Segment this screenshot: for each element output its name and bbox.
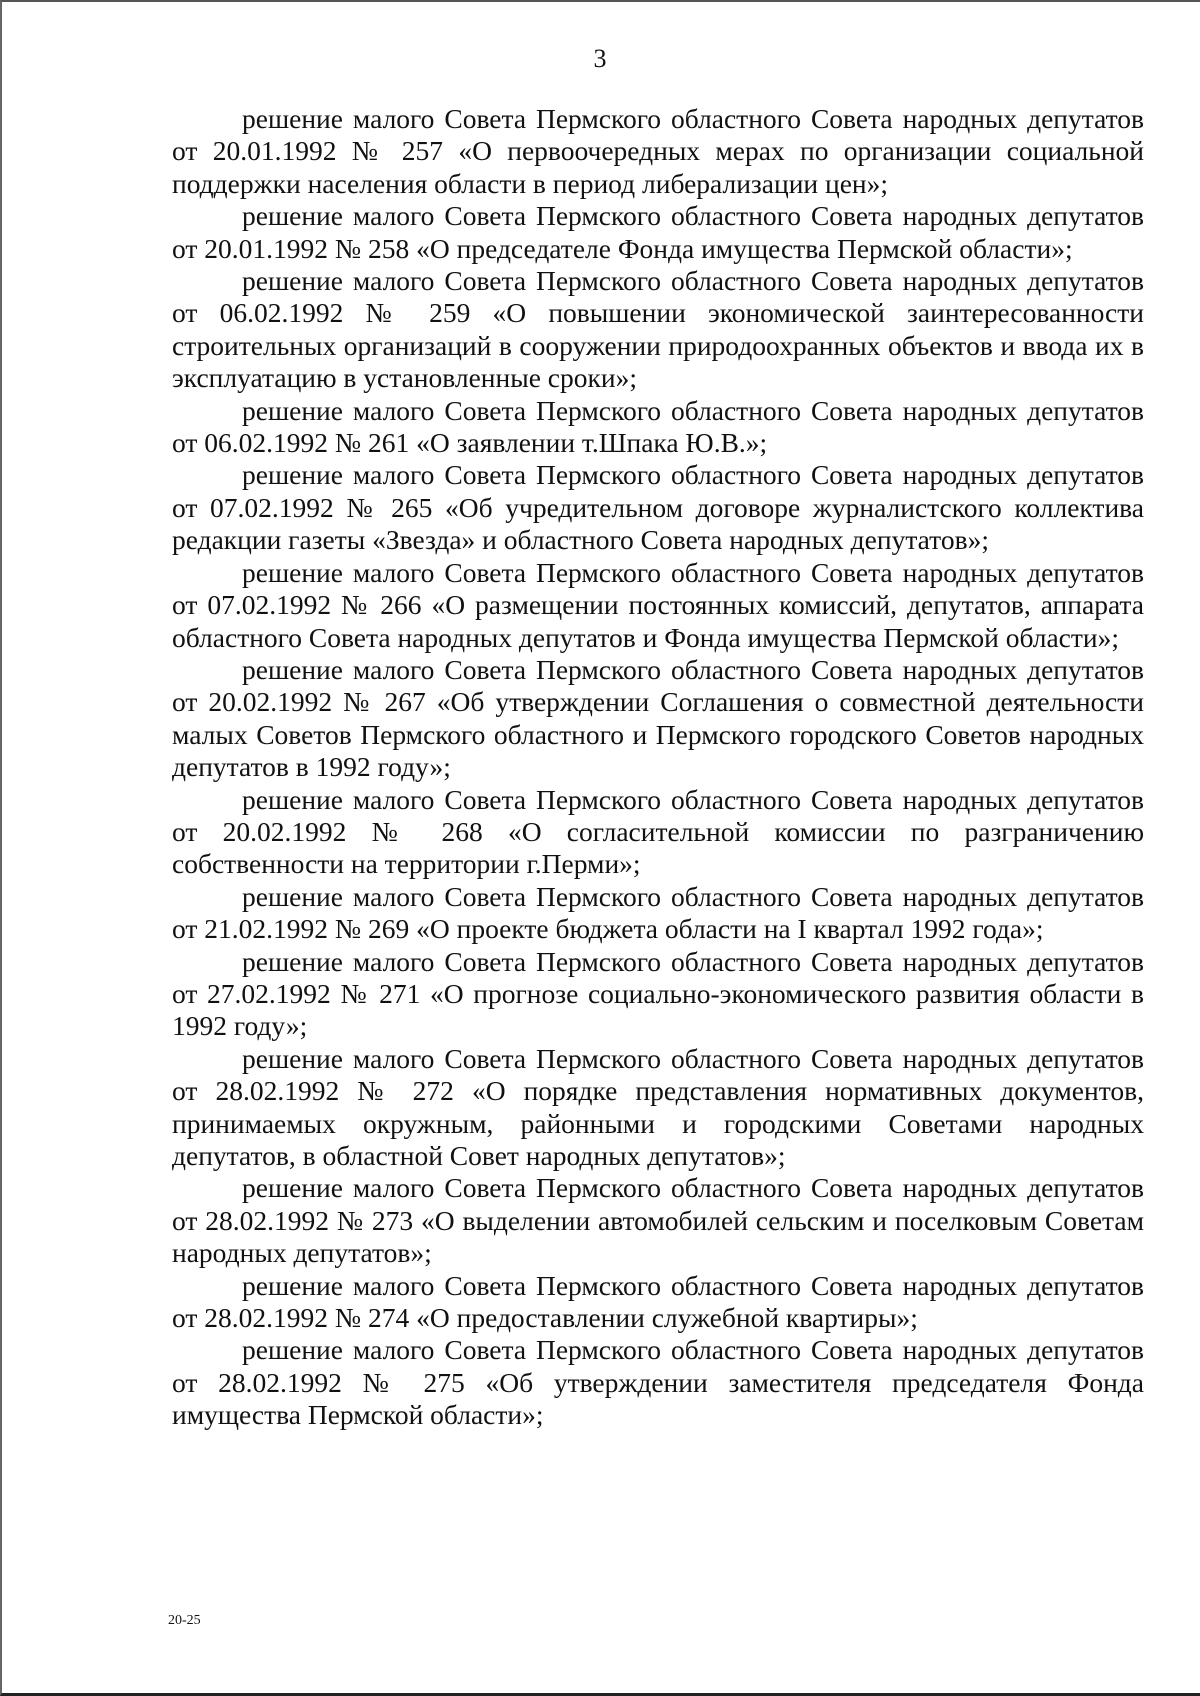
decision-paragraph: решение малого Совета Пермского областного Совета народных депутатов от 28.02.1992 № 275 «Об утверждении заместителя председателя Фонда имущества Пермской области»; [172, 1334, 1144, 1431]
decision-paragraph: решение малого Совета Пермского областного Совета народных депутатов от 06.02.1992 № 259 «О повышении экономической заинтересованности строительных организаций в сооружении природоохранных объектов и ввода их в эксплуатацию в установленные сроки»; [172, 265, 1144, 394]
footer-code: 20-25 [168, 1613, 201, 1628]
decision-paragraph: решение малого Совета Пермского областного Совета народных депутатов от 20.01.1992 № 258 «О председателе Фонда имущества Пермской области»; [172, 200, 1144, 264]
decision-paragraph: решение малого Совета Пермского областного Совета народных депутатов от 06.02.1992 № 261 «О заявлении т.Шпака Ю.В.»; [172, 394, 1144, 459]
decision-paragraph: решение малого Совета Пермского областного Совета народных депутатов от 28.02.1992 № 272 «О порядке представления нормативных документов, принимаемых окружным, районными и городскими Советами народных депутатов, в областной Совет народных депутатов»; [172, 1042, 1144, 1171]
decision-paragraph: решение малого Совета Пермского областного Совета народных депутатов от 28.02.1992 № 274 «О предоставлении служебной квартиры»; [172, 1269, 1144, 1334]
decision-paragraph: решение малого Совета Пермского областного Совета народных депутатов от 20.02.1992 № 268 «О согласительной комиссии по разграничению собственности на территории г.Перми»; [172, 783, 1144, 880]
decision-paragraph: решение малого Совета Пермского областного Совета народных депутатов от 27.02.1992 № 271 «О прогнозе социально-экономического развития области в 1992 году»; [172, 945, 1144, 1042]
decision-paragraph: решение малого Совета Пермского областного Совета народных депутатов от 21.02.1992 № 269 «О проекте бюджета области на I квартал 1992 года»; [172, 880, 1144, 945]
document-body [172, 103, 1144, 1432]
decision-paragraph: решение малого Совета Пермского областного Совета народных депутатов от 07.02.1992 № 266 «О размещении постоянных комиссий, депутатов, аппарата областного Совета народных депутатов и Фонда имущества Пермской области»; [172, 556, 1144, 653]
page-number: 3 [593, 44, 607, 73]
decision-paragraph: решение малого Совета Пермского областного Совета народных депутатов от 20.01.1992 № 257 «О первоочередных мерах по организации социальной поддержки населения области в период либерализации цен»; [172, 103, 1144, 199]
decision-paragraph: решение малого Совета Пермского областного Совета народных депутатов от 07.02.1992 № 265 «Об учредительном договоре журналистского коллектива редакции газеты «Звезда» и областного Совета народных депутатов»; [172, 459, 1144, 556]
decision-paragraph: решение малого Совета Пермского областного Совета народных депутатов от 28.02.1992 № 273 «О выделении автомобилей сельским и поселковым Советам народных депутатов»; [172, 1172, 1144, 1269]
decision-paragraph: решение малого Совета Пермского областного Совета народных депутатов от 20.02.1992 № 267 «Об утверждении Соглашения о совместной деятельности малых Советов Пермского областного и Пермского городского Советов народных депутатов в 1992 году»; [172, 653, 1144, 783]
